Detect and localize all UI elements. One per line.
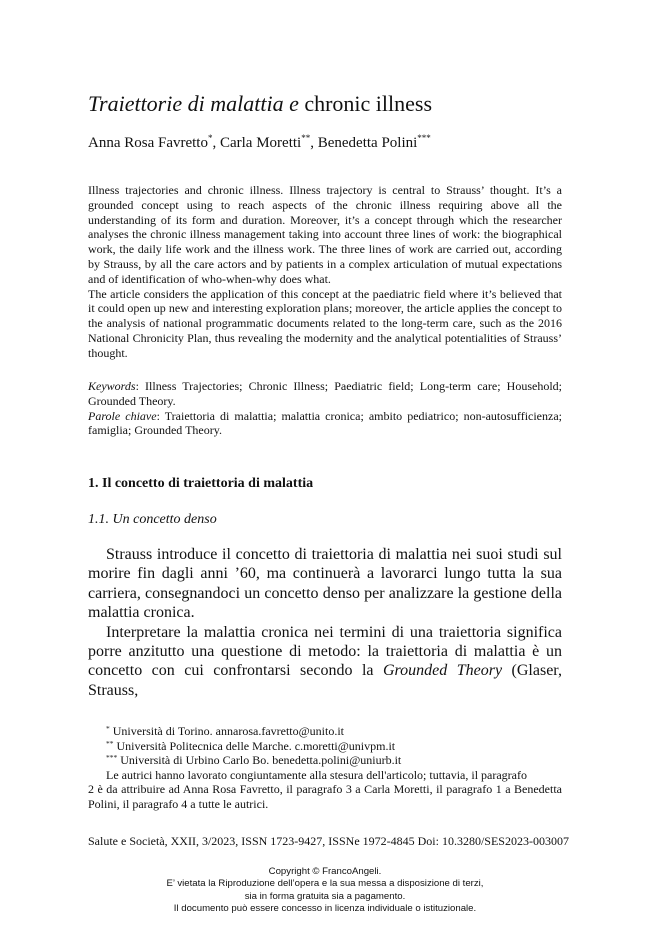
author-1-mark: * bbox=[207, 133, 213, 143]
footnote-4-rest: 2 è da attribuire ad Anna Rosa Favretto, il paragrafo 3 a Carla Moretti, il paragrafo 1 a Benedetta Polini, il paragrafo 4 a tutte le autrici. bbox=[88, 782, 562, 811]
footnote-1 bbox=[88, 724, 562, 739]
copyright-line: Il documento può essere concesso in licenza individuale o istituzionale. bbox=[173, 903, 477, 915]
footnote-text: Università Politecnica delle Marche. c.moretti@univpm.it bbox=[113, 738, 396, 753]
subsection-heading: 1.1. Un concetto denso bbox=[88, 512, 217, 527]
copyright-line: Copyright © FrancoAngeli. bbox=[268, 866, 382, 877]
author-2: Carla Moretti bbox=[219, 135, 302, 151]
keywords-label: Parole chiave bbox=[88, 408, 157, 423]
journal-citation: Salute e Società, XXII, 3/2023, ISSN 1723-9427, ISSNe 1972-4845 Doi: 10.3280/SES2023-003007 bbox=[88, 834, 569, 848]
footnote-4-line1: Le autrici hanno lavorato congiuntamente alla stesura dell'articolo; tuttavia, il paragrafo bbox=[106, 767, 527, 782]
keywords-text: : Illness Trajectories; Chronic Illness; Paediatric field; Long-term care; Household; Grounded Theory. bbox=[88, 379, 562, 408]
body-text-span: (Glaser, Strauss, bbox=[88, 662, 562, 699]
keywords-italian bbox=[88, 409, 562, 439]
body-paragraph bbox=[88, 623, 562, 701]
copyright-notice bbox=[0, 866, 650, 916]
abstract-paragraph: The article considers the application of this concept at the paediatric field where it’s believed that it could open up new and interesting exploration plans; moreover, the article applies the concept to the analysis of national programmatic documents related to the long-term care, such as the 2016 National Chronicity Plan, thus revealing the modernity and the analytical potentialities of Strauss’ thought. bbox=[88, 286, 562, 360]
body-text-span: Interpretare la malattia cronica nei termini di una traiettoria significa porre anzitutto una questione di metodo: la traiettoria di malattia è un concetto con cui confrontarsi secondo la bbox=[88, 623, 562, 680]
footnote-mark: ** bbox=[106, 738, 114, 748]
keywords-text: : Traiettoria di malattia; malattia cronica; ambito pediatrico; non-autosufficienza; famiglia; Grounded Theory. bbox=[88, 408, 562, 438]
section-heading: 1. Il concetto di traiettoria di malattia bbox=[88, 476, 314, 491]
author-3: Benedetta Polini bbox=[317, 135, 418, 151]
title-roman-part: chronic illness bbox=[304, 91, 433, 116]
footnote-text: Università di Urbino Carlo Bo. benedetta.polini@uniurb.it bbox=[117, 753, 402, 768]
author-2-mark: ** bbox=[301, 133, 311, 143]
abstract bbox=[88, 183, 562, 361]
keywords-english bbox=[88, 379, 562, 409]
footnotes bbox=[88, 724, 562, 812]
footnote-text: Università di Torino. annarosa.favretto@unito.it bbox=[109, 724, 345, 738]
body-paragraph: Strauss introduce il concetto di traiettoria di malattia nei suoi studi sul morire fin dagli anni ’60, ma continuerà a lavorarci lungo tutta la sua carriera, consegnandoci un concetto denso per analizzare la gestione della malattia cronica. bbox=[88, 546, 562, 622]
footnote-mark: * bbox=[106, 724, 110, 733]
author-list bbox=[88, 133, 431, 153]
footnote-3 bbox=[88, 753, 562, 768]
keywords-label: Keywords bbox=[88, 379, 136, 393]
footnote-2 bbox=[88, 739, 562, 754]
body-text bbox=[88, 545, 562, 700]
body-italic-term: Grounded Theory bbox=[382, 662, 503, 680]
title-italic-part: Traiettorie di malattia e bbox=[88, 91, 299, 116]
footnote-mark: *** bbox=[106, 753, 118, 763]
abstract-paragraph: Illness trajectories and chronic illness. Illness trajectory is central to Strauss’ thought. It’s a grounded concept using to reach aspects of the chronic illness requiring above all the understanding of its form and duration. Moreover, it’s a concept through which the researcher analyses the chronic illness management taking into account three lines of work: the biographical work, the daily life work and the illness work. The three lines of work are carried out, according by Strauss, by all the care actors and by patients in a complex articulation of mutual expectations and of identification of who-when-why does what. bbox=[88, 183, 562, 286]
author-1: Anna Rosa Favretto bbox=[88, 135, 208, 151]
article-title bbox=[88, 90, 432, 118]
author-separator: , bbox=[310, 135, 318, 151]
author-separator: , bbox=[212, 135, 220, 151]
copyright-line: E’ vietata la Riproduzione dell’opera e la sua messa a disposizione di terzi, bbox=[166, 878, 484, 890]
author-3-mark: *** bbox=[417, 133, 431, 143]
keywords-block bbox=[88, 379, 562, 438]
copyright-line: sia in forma gratuita sia a pagamento. bbox=[244, 890, 406, 902]
